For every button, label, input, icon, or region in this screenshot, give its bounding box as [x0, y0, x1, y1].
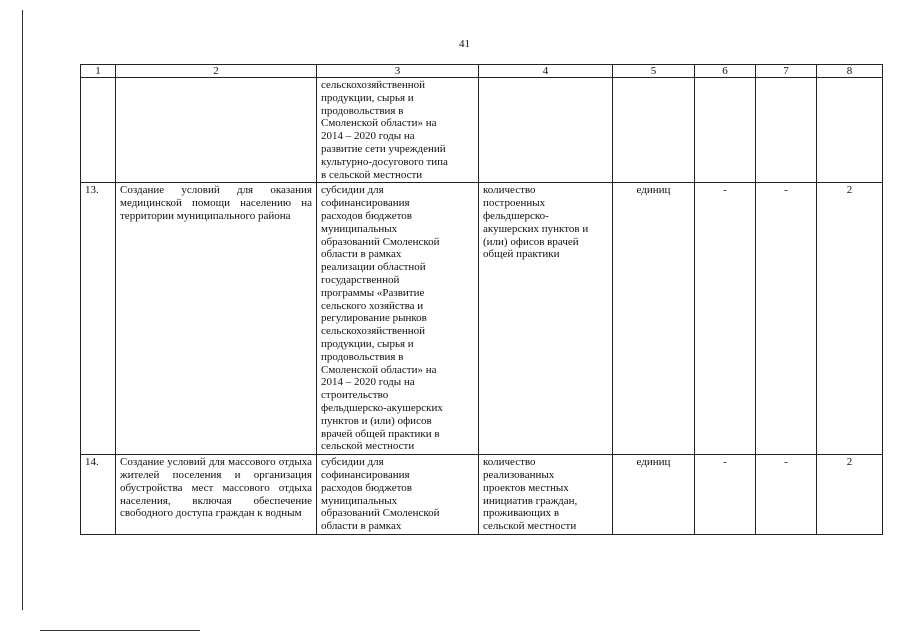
- page-number: 41: [459, 38, 470, 50]
- row-source: субсидии для софинансирования расходов бюджетов муниципальных образований Смоленской области в рамках: [321, 456, 440, 533]
- cont-cell-3: [317, 78, 479, 183]
- cont-cell-4: [479, 78, 613, 183]
- row-indicator: количество реализованных проектов местных инициатив граждан, проживающих в сельской местности: [483, 456, 578, 533]
- cont-cell-6: [695, 78, 756, 183]
- row-indicator: количество построенных фельдшерско- акушерских пунктов и (или) офисов врачей общей практики: [483, 184, 589, 261]
- row-name: Создание условий для массового отдыха жителей поселения и организация обустройства мест массового отдыха населения, включая обеспечение свободного доступа граждан к водным: [116, 455, 317, 535]
- cont-cell-8: [817, 78, 883, 183]
- row-col6: -: [695, 455, 756, 535]
- row-col8: 2: [817, 455, 883, 535]
- left-margin-line: [22, 10, 23, 610]
- header-col-5: 5: [613, 65, 695, 78]
- row-indicator-cell: [479, 455, 613, 535]
- row-number: 13.: [81, 183, 116, 455]
- footnote-separator-line: [40, 630, 200, 631]
- row-name: Создание условий для оказания медицинской помощи населению на территории муниципального района: [116, 183, 317, 455]
- table-row: [81, 183, 883, 455]
- row-number: 14.: [81, 455, 116, 535]
- row-source: субсидии для софинансирования расходов бюджетов муниципальных образований Смоленской области в рамках реализации областной государственной программы «Развитие сельского хозяйства и регулирование рынков сельскохозяйственной продукции, сырья и продовольствия в Смоленской области» на 2014 – 2020 годы на строительство фельдшерско-акушерских пунктов и (или) офисов врачей общей практики в сельской местности: [321, 184, 443, 453]
- row-col6: -: [695, 183, 756, 455]
- cont-cell-5: [613, 78, 695, 183]
- column-number-row: [81, 65, 883, 78]
- row-indicator-cell: [479, 183, 613, 455]
- header-col-1: 1: [81, 65, 116, 78]
- row-unit: единиц: [613, 183, 695, 455]
- row-unit: единиц: [613, 455, 695, 535]
- cont-cell-7: [756, 78, 817, 183]
- cont-source-text: сельскохозяйственной продукции, сырья и продовольствия в Смоленской области» на 2014 – 2020 годы на развитие сети учреждений культурно-досугового типа в сельской местности: [321, 79, 448, 181]
- header-col-4: 4: [479, 65, 613, 78]
- row-col7: -: [756, 455, 817, 535]
- header-col-8: 8: [817, 65, 883, 78]
- table-row: [81, 455, 883, 535]
- row-source-cell: [317, 183, 479, 455]
- header-col-7: 7: [756, 65, 817, 78]
- row-source-cell: [317, 455, 479, 535]
- header-col-2: 2: [116, 65, 317, 78]
- cont-cell-2: [116, 78, 317, 183]
- data-table: [80, 64, 883, 535]
- header-col-3: 3: [317, 65, 479, 78]
- table-row-continuation: [81, 78, 883, 183]
- row-col8: 2: [817, 183, 883, 455]
- header-col-6: 6: [695, 65, 756, 78]
- cont-cell-1: [81, 78, 116, 183]
- row-col7: -: [756, 183, 817, 455]
